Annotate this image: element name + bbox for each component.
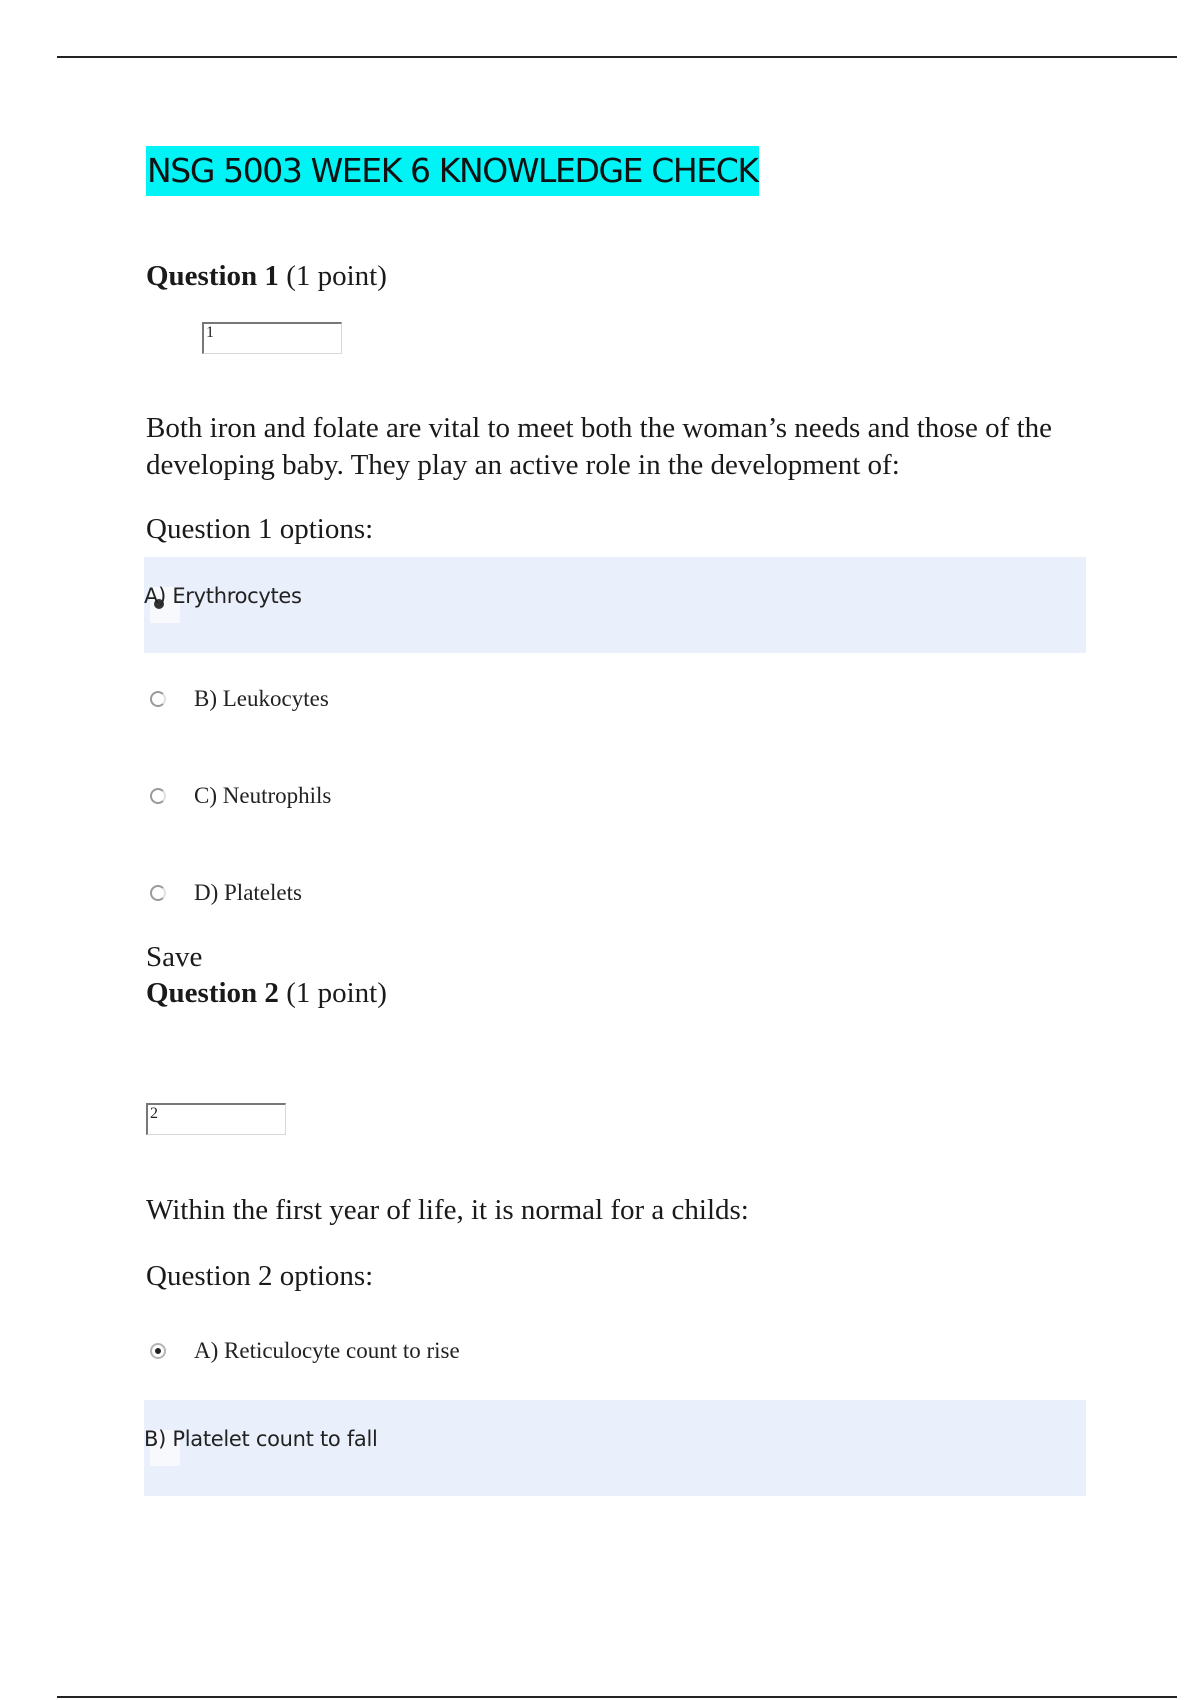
question-1-options-label: Question 1 options: bbox=[146, 513, 374, 545]
option-a-label: A) Erythrocytes bbox=[144, 584, 302, 608]
question-1-text: Both iron and folate are vital to meet both the woman’s needs and those of the developing baby. They play an active role in the development of: bbox=[146, 412, 1053, 481]
option-d-radio-icon[interactable] bbox=[150, 885, 166, 901]
option-c-label: C) Neutrophils bbox=[194, 783, 332, 808]
option-c-radio-icon[interactable] bbox=[150, 788, 166, 804]
question-2-number-box: 2 bbox=[146, 1103, 286, 1135]
option-a-radio-selected-icon[interactable] bbox=[150, 1343, 166, 1359]
question-2-label: Question 2 bbox=[146, 977, 279, 1009]
question-1-heading bbox=[146, 259, 387, 293]
option-b-label: B) Leukocytes bbox=[194, 686, 329, 711]
question-1-points: (1 point) bbox=[286, 260, 387, 292]
question-2-text: Within the first year of life, it is normal for a childs: bbox=[146, 1194, 749, 1226]
save-button[interactable]: Save bbox=[146, 941, 203, 973]
page-title: NSG 5003 WEEK 6 KNOWLEDGE CHECK bbox=[146, 146, 759, 196]
question-2-heading bbox=[146, 976, 387, 1010]
question-1-number-box: 1 bbox=[202, 322, 342, 354]
question-2-points: (1 point) bbox=[286, 977, 387, 1009]
option-b-radio-icon[interactable] bbox=[150, 691, 166, 707]
question-1-option-a[interactable] bbox=[144, 557, 1086, 653]
top-rule bbox=[57, 56, 1177, 58]
question-2-options-label: Question 2 options: bbox=[146, 1260, 374, 1292]
question-2-option-b[interactable] bbox=[144, 1400, 1086, 1496]
option-b-label: B) Platelet count to fall bbox=[144, 1427, 378, 1451]
option-a-label: A) Reticulocyte count to rise bbox=[194, 1338, 460, 1363]
option-d-label: D) Platelets bbox=[194, 880, 302, 905]
question-1-label: Question 1 bbox=[146, 260, 279, 292]
bottom-rule bbox=[57, 1696, 1177, 1698]
